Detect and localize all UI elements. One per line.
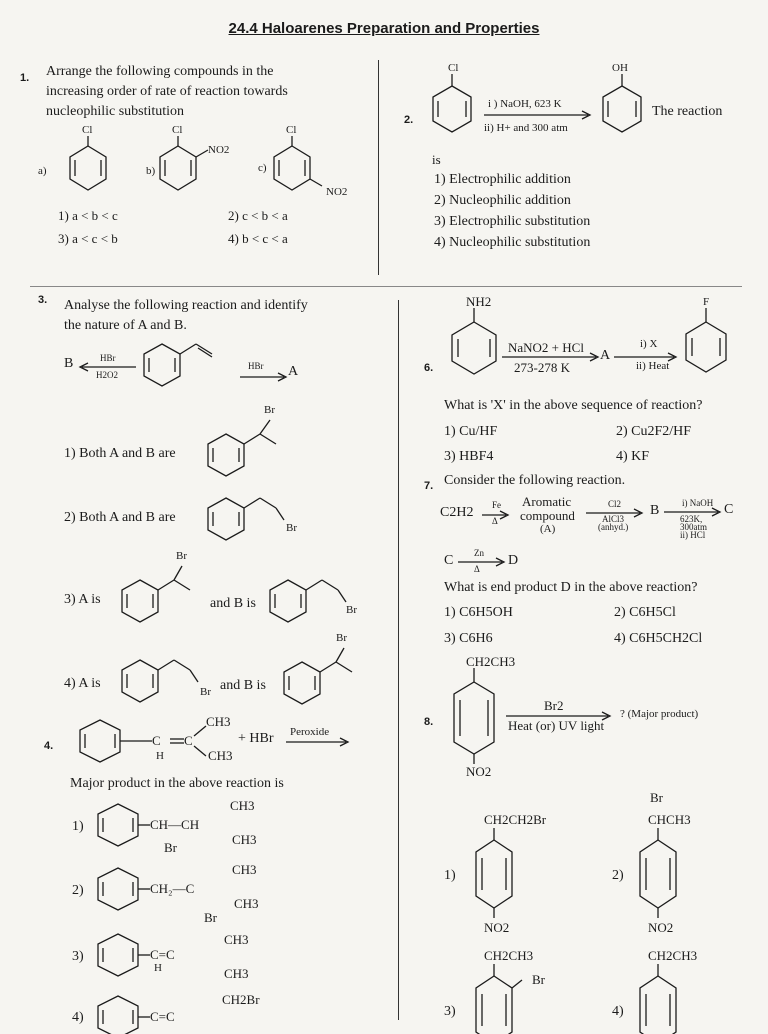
reagent-hbr: HBr: [100, 353, 116, 363]
reagent-hcl: ii) HCl: [680, 530, 706, 540]
question-text-line2: increasing order of rate of reaction towards: [46, 84, 288, 99]
option-2[interactable]: 2) Cu2F2/HF: [616, 424, 692, 439]
option-3[interactable]: 3) a < c < b: [58, 231, 118, 246]
question-text-line3: nucleophilic substitution: [46, 104, 185, 119]
option-1-ring: [88, 802, 158, 852]
condition-peroxide: Peroxide: [290, 726, 330, 738]
methyl-label: CH3: [232, 832, 257, 847]
catalyst-fe: Fe: [492, 500, 501, 510]
option-3[interactable]: 3): [444, 1004, 456, 1019]
methyl-label: CH3: [234, 896, 259, 911]
styrene-structure: [140, 338, 250, 398]
option-2-ring: [88, 866, 158, 916]
temp-623k: 623K,: [680, 514, 703, 524]
product-c: C: [724, 502, 734, 517]
question-text-line1: Arrange the following compounds in the: [46, 64, 274, 79]
option-1-structure: [204, 414, 294, 484]
fluorine-label: F: [703, 296, 710, 308]
question-number: 3.: [38, 294, 48, 306]
option-3-and-b: and B is: [210, 596, 256, 611]
alkene-c2: C: [184, 733, 193, 748]
alkene-h: H: [156, 750, 164, 762]
option-1[interactable]: 1) Cu/HF: [444, 424, 498, 439]
acetylene: C2H2: [440, 505, 474, 520]
condition-1: NaNO2 + HCl: [508, 340, 584, 355]
compound-a: (A): [540, 523, 556, 535]
option-1[interactable]: 1) C6H5OH: [444, 605, 513, 620]
bromine-label: Br: [176, 550, 187, 562]
label-c: c): [258, 162, 267, 174]
ethyl-label: CH2CH3: [466, 654, 516, 669]
question-text-line2: the nature of A and B.: [64, 318, 187, 333]
ch-label: CH—CH: [150, 817, 200, 832]
nitro-label: NO2: [208, 144, 230, 156]
option-4-b-structure: [280, 642, 370, 712]
reaction-arrow: [458, 557, 508, 567]
methyl-label: CH3: [208, 748, 233, 763]
intermediate-a: A: [600, 348, 611, 363]
compound-text: compound: [520, 508, 575, 523]
option-4[interactable]: 4) KF: [616, 449, 650, 464]
reaction-arrow: [484, 110, 594, 120]
option-2[interactable]: 2): [612, 868, 624, 883]
option-1[interactable]: 1) Electrophilic addition: [434, 172, 571, 187]
option-4[interactable]: 4) A is: [64, 676, 101, 691]
option-1[interactable]: 1) a < b < c: [58, 208, 118, 223]
step-1: i) X: [640, 338, 658, 350]
methyl-label: CH3: [224, 966, 249, 981]
chch3-label: CHCH3: [648, 812, 691, 827]
option-3[interactable]: 3) C6H6: [444, 631, 493, 646]
option-4[interactable]: 4) Nucleophilic substitution: [434, 235, 591, 250]
column-divider-bottom: [398, 300, 399, 1020]
reagent-hbr: + HBr: [238, 731, 274, 746]
benzene-ring-a: [64, 136, 114, 196]
question-text: The reaction: [652, 104, 723, 119]
methyl-label: CH3: [232, 862, 257, 877]
alkene-label: C=C: [150, 1009, 175, 1024]
question-number: 6.: [424, 362, 434, 374]
question-number: 8.: [424, 716, 434, 728]
question-text-line1: Analyse the following reaction and identify: [64, 298, 308, 313]
reaction-arrow-right: [240, 372, 290, 382]
option-3[interactable]: 3) Electrophilic substitution: [434, 214, 591, 229]
reagent-hbr: HBr: [248, 361, 264, 371]
option-1-ring: [466, 828, 526, 928]
question-number: 1.: [20, 72, 30, 84]
reagent-naoh: i) NaOH: [682, 498, 714, 508]
question-text: Consider the following reaction.: [444, 473, 626, 488]
major-product-text: ? (Major product): [620, 708, 699, 720]
ch2-c-label: CH₂—C: [150, 881, 195, 896]
option-3[interactable]: 3) A is: [64, 592, 101, 607]
benzene-ring-c: [268, 136, 328, 206]
option-1[interactable]: 1): [72, 819, 84, 834]
reagent-zn: Zn: [474, 548, 484, 558]
option-1[interactable]: 1) Both A and B are: [64, 446, 176, 461]
reagent-cl2: Cl2: [608, 499, 622, 509]
phenol-ring: [598, 74, 648, 144]
condition-2: 273-278 K: [514, 360, 570, 375]
bromine-label: Br: [532, 972, 545, 987]
option-4-a-structure: [118, 650, 218, 710]
chlorine-label: Cl: [448, 62, 459, 74]
alkene-h: H: [154, 962, 162, 974]
alkene-label: C=C: [150, 947, 175, 962]
step-2: ii) Heat: [636, 360, 670, 372]
option-3[interactable]: 3): [72, 949, 84, 964]
product-b-label: B: [64, 356, 74, 371]
option-4[interactable]: 4) b < c < a: [228, 231, 288, 246]
aromatic-text: Aromatic: [522, 494, 572, 509]
pressure-300atm: 300atm: [680, 522, 707, 532]
reaction-arrow: [286, 737, 352, 747]
option-3-b-structure: [266, 570, 366, 630]
option-2[interactable]: 2): [72, 883, 84, 898]
ethyl-label: CH2CH3: [648, 948, 698, 963]
option-3-ring: [466, 964, 526, 1024]
product-b: B: [650, 503, 660, 518]
chlorine-label: Cl: [172, 124, 183, 136]
section-divider: [30, 286, 742, 287]
heat-symbol: Δ: [474, 564, 480, 574]
option-4-ring: [88, 994, 158, 1034]
option-2[interactable]: 2) Nucleophilic addition: [434, 193, 571, 208]
question-text-is: is: [432, 152, 441, 167]
condition-1: i ) NaOH, 623 K: [488, 98, 562, 110]
option-4-ring: [630, 964, 690, 1024]
product-a-label: A: [288, 364, 299, 379]
option-2[interactable]: 2) C6H5Cl: [614, 605, 676, 620]
option-4-and-b: and B is: [220, 678, 266, 693]
chlorine-label: Cl: [286, 124, 297, 136]
bromomethyl-label: CH2Br: [222, 992, 260, 1007]
question-text: What is end product D in the above reaction?: [444, 580, 698, 595]
reagent-br2: Br2: [544, 698, 564, 713]
nitro-label: NO2: [466, 764, 492, 779]
fluorobenzene-ring: [682, 308, 742, 388]
question-number: 2.: [404, 114, 414, 126]
methyl-label: CH3: [224, 932, 249, 947]
bromine-label: Br: [264, 404, 275, 416]
alkene-c1: C: [152, 733, 161, 748]
benzene-ring-b: [154, 136, 214, 196]
methyl-label: CH3: [206, 714, 231, 729]
option-4[interactable]: 4): [612, 1004, 624, 1019]
option-2-ring: [630, 828, 690, 928]
nitro-label: NO2: [484, 920, 510, 935]
condition-light: Heat (or) UV light: [508, 718, 605, 733]
nitroethylbenzene-ring: [446, 668, 506, 778]
chlorobenzene-ring: [428, 74, 478, 144]
bromine-label: Br: [650, 790, 663, 805]
reagent-h2o2: H2O2: [96, 370, 118, 380]
product-d: D: [508, 553, 519, 568]
option-4[interactable]: 4) C6H5CH2Cl: [614, 631, 703, 646]
label-a: a): [38, 165, 47, 177]
option-4[interactable]: 4): [72, 1010, 84, 1025]
option-3-ring: [88, 932, 158, 982]
methyl-label: CH3: [230, 798, 255, 813]
anhydrous: (anhyd.): [598, 522, 629, 532]
ethyl-label: CH2CH3: [484, 948, 534, 963]
chlorine-label: Cl: [82, 124, 93, 136]
option-2[interactable]: 2) c < b < a: [228, 208, 288, 223]
aniline-ring: [444, 308, 504, 388]
bromine-label: Br: [204, 910, 217, 925]
nitro-label: NO2: [326, 186, 348, 198]
condition-2: ii) H+ and 300 atm: [484, 122, 568, 134]
bromoethyl-label: CH2CH2Br: [484, 812, 547, 827]
bromine-label: Br: [346, 604, 357, 616]
label-b: b): [146, 165, 156, 177]
option-2-structure: [204, 488, 304, 548]
product-c-2: C: [444, 553, 454, 568]
bromine-label: Br: [200, 686, 211, 698]
column-divider-top: [378, 60, 379, 275]
question-number: 7.: [424, 480, 434, 492]
bromine-label: Br: [286, 522, 297, 534]
nitro-label: NO2: [648, 920, 674, 935]
page-title: 24.4 Haloarenes Preparation and Properties: [228, 20, 540, 37]
heat-symbol: Δ: [492, 516, 498, 526]
question-text: Major product in the above reaction is: [70, 776, 284, 791]
option-3[interactable]: 3) HBF4: [444, 449, 494, 464]
question-number: 4.: [44, 740, 54, 752]
bromine-label: Br: [164, 840, 177, 855]
option-3-a-structure: [118, 560, 208, 630]
hydroxyl-label: OH: [612, 62, 628, 74]
option-1[interactable]: 1): [444, 868, 456, 883]
bromine-label: Br: [336, 632, 347, 644]
amino-label: NH2: [466, 294, 492, 309]
catalyst-alcl3: AlCl3: [602, 514, 625, 524]
option-2[interactable]: 2) Both A and B are: [64, 510, 176, 525]
question-text: What is 'X' in the above sequence of reaction?: [444, 398, 703, 413]
